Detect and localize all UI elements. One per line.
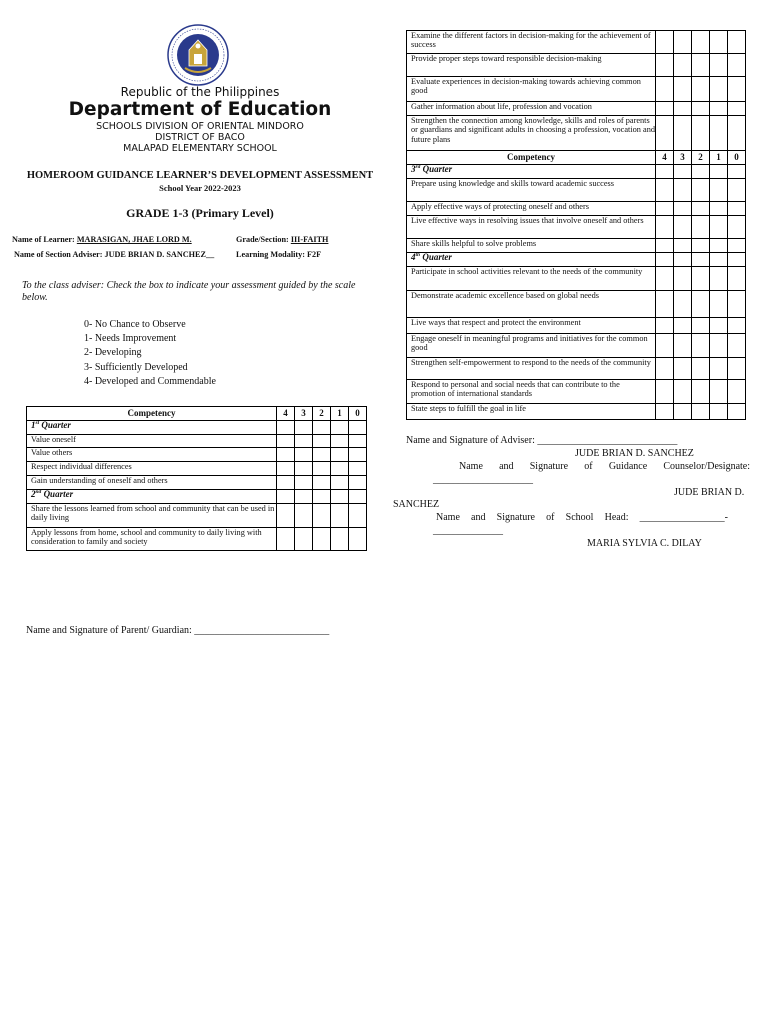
score-cell[interactable] xyxy=(295,462,313,476)
score-cell[interactable] xyxy=(728,31,746,54)
table-row xyxy=(407,77,746,102)
competency-text: Live effective ways in resolving issues that involve oneself and others xyxy=(407,216,656,239)
score-cell[interactable] xyxy=(710,54,728,77)
score-cell[interactable] xyxy=(349,421,367,435)
table-row xyxy=(407,31,746,54)
score-cell[interactable] xyxy=(710,102,728,116)
score-cell[interactable] xyxy=(710,77,728,102)
score-cell[interactable] xyxy=(313,528,331,551)
competency-text: Respond to personal and social needs that can contribute to the promotion of international standards xyxy=(407,380,656,404)
score-cell[interactable] xyxy=(295,448,313,462)
score-cell[interactable] xyxy=(349,528,367,551)
table-row xyxy=(407,380,746,404)
quarter-1-label xyxy=(27,421,277,435)
score-cell[interactable] xyxy=(277,448,295,462)
table-row xyxy=(407,179,746,202)
score-cell[interactable] xyxy=(295,421,313,435)
school-head-signature-line: ______________ xyxy=(433,525,503,536)
adviser-line: Name of Section Adviser: JUDE BRIAN D. SANCHEZ__ xyxy=(14,250,215,259)
score-cell[interactable] xyxy=(692,358,710,380)
score-cell[interactable] xyxy=(710,216,728,239)
score-cell[interactable] xyxy=(674,334,692,358)
competency-text: Evaluate experiences in decision-making towards achieving common good xyxy=(407,77,656,102)
grade-section-label: Grade/Section xyxy=(236,235,287,244)
quarter-sup: nd xyxy=(35,489,42,495)
score-cell[interactable] xyxy=(277,435,295,448)
score-cell[interactable] xyxy=(692,31,710,54)
table-row xyxy=(407,102,746,116)
score-cell[interactable] xyxy=(277,528,295,551)
quarter-row-3 xyxy=(407,165,746,179)
score-cell[interactable] xyxy=(277,490,295,504)
school-division-block xyxy=(0,121,400,154)
competency-text: Respect individual differences xyxy=(27,462,277,476)
competency-text: Demonstrate academic excellence based on global needs xyxy=(407,291,656,318)
quarter-row-4 xyxy=(407,253,746,267)
score-cell[interactable] xyxy=(728,202,746,216)
score-cell[interactable] xyxy=(331,490,349,504)
score-cell[interactable] xyxy=(710,165,728,179)
score-cell[interactable] xyxy=(728,267,746,291)
competency-header: Competency xyxy=(27,407,277,421)
score-cell[interactable] xyxy=(710,202,728,216)
quarter-sup: st xyxy=(35,420,40,426)
quarter-row-2 xyxy=(27,490,367,504)
score-cell[interactable] xyxy=(656,253,674,267)
score-cell[interactable] xyxy=(674,77,692,102)
table-row xyxy=(407,54,746,77)
score-cell[interactable] xyxy=(331,504,349,528)
modality-value: F2F xyxy=(306,250,322,259)
modality-label: Learning Modality xyxy=(236,250,303,259)
score-cell[interactable] xyxy=(692,216,710,239)
competency-text: Value oneself xyxy=(27,435,277,448)
score-cell[interactable] xyxy=(313,504,331,528)
quarter-4-label xyxy=(407,253,656,267)
district-name: DISTRICT OF BACO xyxy=(155,132,245,143)
competency-text: Share the lessons learned from school and community that can be used in daily living xyxy=(27,504,277,528)
score-cell[interactable] xyxy=(692,404,710,420)
score-cell[interactable] xyxy=(349,504,367,528)
score-cell[interactable] xyxy=(710,267,728,291)
score-cell[interactable] xyxy=(710,179,728,202)
score-cell[interactable] xyxy=(656,179,674,202)
score-cell[interactable] xyxy=(692,239,710,253)
score-header-3: 3 xyxy=(674,151,692,165)
score-cell[interactable] xyxy=(710,358,728,380)
competency-text: Value others xyxy=(27,448,277,462)
assessment-table-left xyxy=(26,406,367,551)
grade-level: GRADE 1-3 (Primary Level) xyxy=(126,206,274,220)
table-row xyxy=(407,318,746,334)
score-cell[interactable] xyxy=(674,318,692,334)
table-row xyxy=(407,116,746,151)
score-cell[interactable] xyxy=(277,462,295,476)
department-title: Department of Education xyxy=(68,99,332,120)
scale-item: 4- Developed and Commendable xyxy=(84,375,216,387)
table-row xyxy=(27,448,367,462)
table-row xyxy=(407,239,746,253)
score-cell[interactable] xyxy=(656,358,674,380)
score-cell[interactable] xyxy=(656,31,674,54)
score-cell[interactable] xyxy=(728,179,746,202)
learner-name-label: Name of Learner xyxy=(12,235,73,244)
score-header-4: 4 xyxy=(277,407,295,421)
score-cell[interactable] xyxy=(728,116,746,151)
score-cell[interactable] xyxy=(313,435,331,448)
competency-text: Share skills helpful to solve problems xyxy=(407,239,656,253)
score-cell[interactable] xyxy=(331,435,349,448)
deped-seal-logo xyxy=(167,24,229,86)
table-row xyxy=(407,358,746,380)
score-cell[interactable] xyxy=(331,448,349,462)
score-cell[interactable] xyxy=(313,421,331,435)
learner-name-line: Name of Learner: MARASIGAN, JHAE LORD M. xyxy=(12,235,192,244)
score-cell[interactable] xyxy=(295,504,313,528)
score-cell[interactable] xyxy=(656,165,674,179)
score-cell[interactable] xyxy=(674,380,692,404)
score-cell[interactable] xyxy=(674,179,692,202)
score-cell[interactable] xyxy=(656,202,674,216)
score-cell[interactable] xyxy=(710,291,728,318)
score-cell[interactable] xyxy=(674,202,692,216)
score-cell[interactable] xyxy=(656,239,674,253)
score-cell[interactable] xyxy=(349,435,367,448)
score-cell[interactable] xyxy=(728,253,746,267)
score-cell[interactable] xyxy=(728,358,746,380)
competency-text: Strengthen self-empowerment to respond to the needs of the community xyxy=(407,358,656,380)
score-cell[interactable] xyxy=(277,421,295,435)
scale-item: 0- No Chance to Observe xyxy=(84,319,186,330)
score-cell[interactable] xyxy=(674,165,692,179)
score-cell[interactable] xyxy=(728,239,746,253)
score-cell[interactable] xyxy=(331,462,349,476)
score-cell[interactable] xyxy=(692,253,710,267)
quarter-num: 4 xyxy=(411,252,416,262)
school-year: School Year 2022-2023 xyxy=(159,183,241,193)
score-cell[interactable] xyxy=(656,318,674,334)
quarter-text: Quarter xyxy=(41,489,74,499)
score-cell[interactable] xyxy=(349,490,367,504)
modality-line: Learning Modality: F2F xyxy=(236,250,322,259)
quarter-2-label xyxy=(27,490,277,504)
score-cell[interactable] xyxy=(710,31,728,54)
parent-signature-line: Name and Signature of Parent/ Guardian: ___________________________ xyxy=(26,625,330,636)
grade-section-line: Grade/Section: III-FAITH xyxy=(236,235,329,244)
table-header-row xyxy=(27,407,367,421)
score-cell[interactable] xyxy=(674,267,692,291)
score-cell[interactable] xyxy=(656,380,674,404)
competency-text: Gain understanding of oneself and others xyxy=(27,476,277,490)
score-header-0: 0 xyxy=(349,407,367,421)
table-row xyxy=(27,504,367,528)
counselor-name-part1: JUDE BRIAN D. xyxy=(674,487,745,498)
competency-header: Competency xyxy=(407,151,656,165)
score-cell[interactable] xyxy=(692,102,710,116)
score-cell[interactable] xyxy=(728,404,746,420)
form-title: HOMEROOM GUIDANCE LEARNER’S DEVELOPMENT ASSESSMENT xyxy=(26,170,374,181)
score-cell[interactable] xyxy=(710,239,728,253)
score-header-0: 0 xyxy=(728,151,746,165)
score-cell[interactable] xyxy=(728,54,746,77)
score-cell[interactable] xyxy=(728,77,746,102)
table-row xyxy=(407,334,746,358)
score-cell[interactable] xyxy=(674,253,692,267)
competency-text: Examine the different factors in decision-making for the achievement of success xyxy=(407,31,656,54)
school-head-name: MARIA SYLVIA C. DILAY xyxy=(587,538,702,549)
score-cell[interactable] xyxy=(277,476,295,490)
score-cell[interactable] xyxy=(692,54,710,77)
score-cell[interactable] xyxy=(674,216,692,239)
competency-text: State steps to fulfill the goal in life xyxy=(407,404,656,420)
score-header-1: 1 xyxy=(710,151,728,165)
competency-text: Provide proper steps toward responsible decision-making xyxy=(407,54,656,77)
score-cell[interactable] xyxy=(692,202,710,216)
table-row xyxy=(407,404,746,420)
grade-section-value: III-FAITH xyxy=(290,235,329,244)
score-header-1: 1 xyxy=(331,407,349,421)
score-cell[interactable] xyxy=(728,334,746,358)
adviser-value: JUDE BRIAN D. SANCHEZ xyxy=(104,250,206,259)
score-cell[interactable] xyxy=(728,102,746,116)
adviser-underline: __ xyxy=(205,250,215,259)
competency-text: Strengthen the connection among knowledge, skills and roles of parents or guardians and significant adults in choosing a profession, vocation and future plans xyxy=(407,116,656,151)
school-name: MALAPAD ELEMENTARY SCHOOL xyxy=(123,143,277,154)
score-cell[interactable] xyxy=(656,54,674,77)
score-cell[interactable] xyxy=(295,490,313,504)
quarter-text: Quarter xyxy=(39,420,71,430)
quarter-num: 3 xyxy=(411,164,416,174)
division-name: SCHOOLS DIVISION OF ORIENTAL MINDORO xyxy=(96,121,304,132)
score-cell[interactable] xyxy=(692,291,710,318)
assessment-table-right xyxy=(406,30,746,420)
score-cell[interactable] xyxy=(692,179,710,202)
score-cell[interactable] xyxy=(349,448,367,462)
score-cell[interactable] xyxy=(710,404,728,420)
table-row xyxy=(27,476,367,490)
score-cell[interactable] xyxy=(656,116,674,151)
table-row xyxy=(27,462,367,476)
score-cell[interactable] xyxy=(656,102,674,116)
score-cell[interactable] xyxy=(313,448,331,462)
score-cell[interactable] xyxy=(313,476,331,490)
score-cell[interactable] xyxy=(728,380,746,404)
competency-text: Live ways that respect and protect the environment xyxy=(407,318,656,334)
scale-item: 2- Developing xyxy=(84,347,142,359)
score-cell[interactable] xyxy=(656,216,674,239)
counselor-name-part2: SANCHEZ xyxy=(393,499,440,510)
score-cell[interactable] xyxy=(674,31,692,54)
school-head-signature-label: Name and Signature of School Head: _________________- xyxy=(436,512,728,523)
score-cell[interactable] xyxy=(674,404,692,420)
quarter-sup: rd xyxy=(415,164,421,170)
score-header-3: 3 xyxy=(295,407,313,421)
score-cell[interactable] xyxy=(692,77,710,102)
table-row xyxy=(27,435,367,448)
scale-item: 1- Needs Improvement xyxy=(84,333,177,345)
score-cell[interactable] xyxy=(331,476,349,490)
republic-text: Republic of the Philippines xyxy=(120,85,280,99)
score-cell[interactable] xyxy=(313,490,331,504)
quarter-text: Quarter xyxy=(420,164,453,174)
competency-text: Participate in school activities relevant to the needs of the community xyxy=(407,267,656,291)
score-cell[interactable] xyxy=(692,334,710,358)
score-cell[interactable] xyxy=(295,476,313,490)
score-cell[interactable] xyxy=(728,318,746,334)
score-cell[interactable] xyxy=(656,267,674,291)
score-cell[interactable] xyxy=(295,528,313,551)
score-header-4: 4 xyxy=(656,151,674,165)
score-cell[interactable] xyxy=(656,291,674,318)
score-cell[interactable] xyxy=(728,216,746,239)
score-cell[interactable] xyxy=(692,318,710,334)
competency-text: Apply lessons from home, school and community to daily living with consideration to family and society xyxy=(27,528,277,551)
adviser-signature-label: Name and Signature of Adviser: ____________________________ xyxy=(406,435,678,446)
competency-text: Gather information about life, profession and vocation xyxy=(407,102,656,116)
rating-scale xyxy=(84,318,216,389)
score-cell[interactable] xyxy=(674,54,692,77)
score-cell[interactable] xyxy=(331,421,349,435)
score-cell[interactable] xyxy=(710,116,728,151)
scale-item: 3- Sufficiently Developed xyxy=(84,361,188,373)
score-cell[interactable] xyxy=(331,528,349,551)
learner-name-value: MARASIGAN, JHAE LORD M. xyxy=(76,235,192,244)
quarter-num: 2 xyxy=(31,489,36,499)
score-cell[interactable] xyxy=(728,291,746,318)
score-cell[interactable] xyxy=(674,116,692,151)
score-cell[interactable] xyxy=(674,239,692,253)
competency-text: Engage oneself in meaningful programs and initiatives for the common good xyxy=(407,334,656,358)
score-header-2: 2 xyxy=(692,151,710,165)
score-cell[interactable] xyxy=(692,165,710,179)
score-cell[interactable] xyxy=(710,380,728,404)
score-cell[interactable] xyxy=(692,267,710,291)
score-cell[interactable] xyxy=(349,462,367,476)
quarter-sup: th xyxy=(415,252,421,258)
adviser-label: Name of Section Adviser xyxy=(14,250,100,259)
table-row xyxy=(27,528,367,551)
table-header-row xyxy=(407,151,746,165)
competency-text: Prepare using knowledge and skills toward academic success xyxy=(407,179,656,202)
score-cell[interactable] xyxy=(692,380,710,404)
score-cell[interactable] xyxy=(656,334,674,358)
score-cell[interactable] xyxy=(349,476,367,490)
competency-text: Apply effective ways of protecting oneself and others xyxy=(407,202,656,216)
score-cell[interactable] xyxy=(674,102,692,116)
score-cell[interactable] xyxy=(674,291,692,318)
score-cell[interactable] xyxy=(295,435,313,448)
score-cell[interactable] xyxy=(692,116,710,151)
score-cell[interactable] xyxy=(313,462,331,476)
counselor-signature-label: Name and Signature of Guidance Counselor/Designate: xyxy=(459,461,750,472)
counselor-signature-line: ____________________ xyxy=(433,474,533,485)
adviser-signature-name: JUDE BRIAN D. SANCHEZ xyxy=(575,448,694,459)
score-cell[interactable] xyxy=(710,334,728,358)
score-cell[interactable] xyxy=(277,504,295,528)
quarter-text: Quarter xyxy=(420,252,452,262)
quarter-row-1 xyxy=(27,421,367,435)
score-header-2: 2 xyxy=(313,407,331,421)
score-cell[interactable] xyxy=(728,165,746,179)
table-row xyxy=(407,267,746,291)
score-cell[interactable] xyxy=(710,318,728,334)
quarter-3-label xyxy=(407,165,656,179)
score-cell[interactable] xyxy=(656,404,674,420)
adviser-instructions: To the class adviser: Check the box to indicate your assessment guided by the scale below. xyxy=(22,280,356,303)
score-cell[interactable] xyxy=(674,358,692,380)
score-cell[interactable] xyxy=(656,77,674,102)
quarter-num: 1 xyxy=(31,420,36,430)
score-cell[interactable] xyxy=(710,253,728,267)
table-row xyxy=(407,216,746,239)
table-row xyxy=(407,291,746,318)
table-row xyxy=(407,202,746,216)
